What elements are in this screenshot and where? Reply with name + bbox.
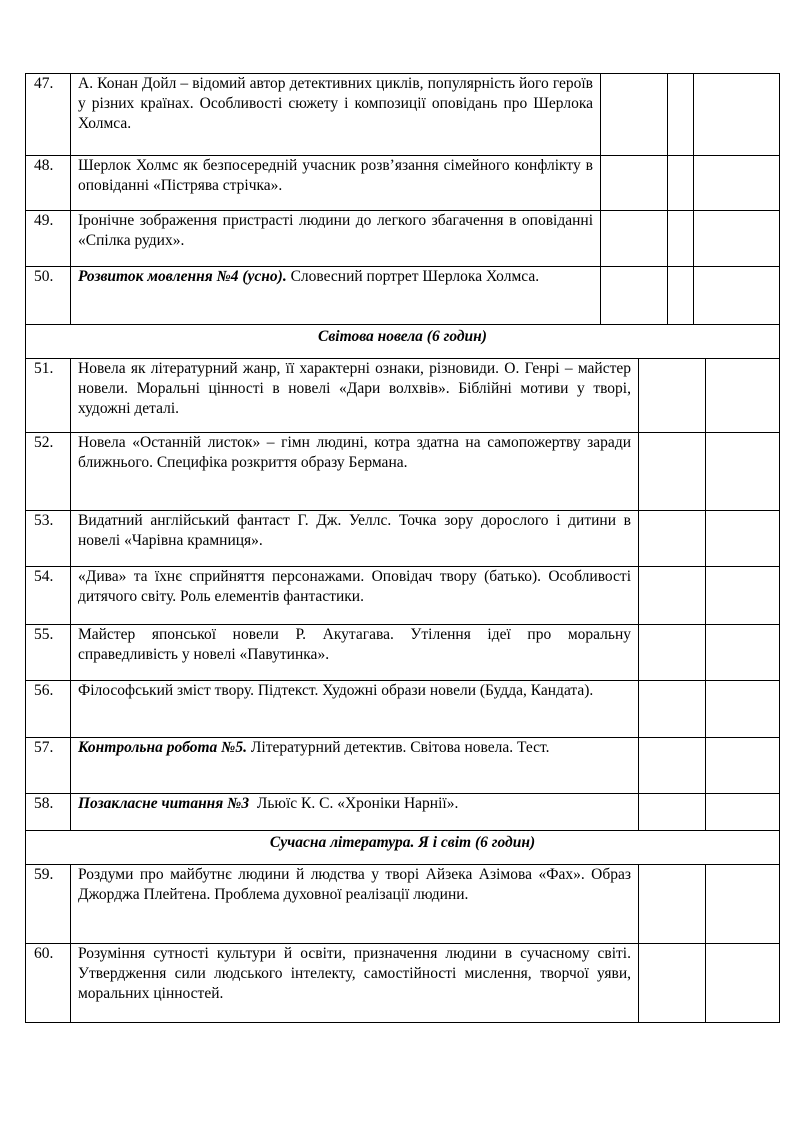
row-number: 58. (26, 794, 71, 831)
table-row (26, 267, 780, 325)
date-cell (601, 211, 694, 267)
date-cell (639, 625, 780, 681)
lesson-topic-text: Новела «Останній листок» – гімн людині, котра здатна на самопожертву заради ближнього. Специфіка розкриття образу Бермана. (78, 434, 631, 471)
lesson-topic-text: Філософський зміст твору. Підтекст. Художні образи новели (Будда, Кандата). (78, 682, 594, 699)
note-cell (694, 74, 780, 156)
lesson-plan-table (25, 73, 780, 1023)
lesson-topic-text: Льюїс К. С. «Хроніки Нарнії». (249, 795, 459, 812)
row-number: 53. (26, 511, 71, 567)
section-title: Сучасна література. Я і світ (6 годин) (26, 831, 780, 865)
table-row (26, 156, 780, 211)
lesson-topic (71, 156, 601, 211)
lesson-topic (71, 794, 639, 831)
table-row (26, 567, 780, 625)
table-row (26, 681, 780, 738)
lesson-topic-bold: Контрольна робота №5. (78, 739, 247, 756)
row-number: 56. (26, 681, 71, 738)
section-header-row (26, 325, 780, 359)
lesson-topic-text: Шерлок Холмс як безпосередній учасник розв’язання сімейного конфлікту в оповіданні «Пістрява стрічка». (78, 157, 593, 194)
lesson-topic-text: «Дива» та їхнє сприйняття персонажами. Оповідач твору (батько). Особливості дитячого світу. Роль елементів фантастики. (78, 568, 631, 605)
lesson-topic (71, 865, 639, 944)
lesson-topic (71, 433, 639, 511)
lesson-topic-text: Роздуми про майбутнє людини й людства у творі Айзека Азімова «Фах». Образ Джорджа Плейтена. Проблема духовної реалізації людини. (78, 866, 631, 903)
lesson-topic-bold: Розвиток мовлення №4 (усно). (78, 268, 287, 285)
note-cell (694, 156, 780, 211)
note-cell (694, 211, 780, 267)
section-title: Світова новела (6 годин) (26, 325, 780, 359)
table-row (26, 74, 780, 156)
date-cell (639, 794, 780, 831)
lesson-topic-text: А. Конан Дойл – відомий автор детективних циклів, популярність його героїв у різних країнах. Особливості сюжету і композиції оповідань про Шерлока Холмса. (78, 75, 593, 132)
row-number: 51. (26, 359, 71, 433)
row-number: 60. (26, 944, 71, 1023)
table-row (26, 738, 780, 794)
row-number: 49. (26, 211, 71, 267)
lesson-topic-text: Майстер японської новели Р. Акутагава. Утілення ідеї про моральну справедливість у новелі «Павутинка». (78, 626, 631, 663)
date-cell (601, 156, 694, 211)
date-cell (639, 681, 780, 738)
lesson-topic (71, 944, 639, 1023)
table-row (26, 625, 780, 681)
lesson-topic-text: Літературний детектив. Світова новела. Тест. (247, 739, 550, 756)
row-number: 47. (26, 74, 71, 156)
date-cell (639, 865, 780, 944)
date-cell (601, 74, 694, 156)
lesson-topic-text: Розуміння сутності культури й освіти, призначення людини в сучасному світі. Утвердження сили людського інтелекту, самостійності мислення, творчої уяви, моральних цінностей. (78, 945, 631, 1002)
row-number: 57. (26, 738, 71, 794)
date-cell (639, 944, 780, 1023)
table-row (26, 865, 780, 944)
lesson-topic-bold: Позакласне читання №3 (78, 795, 250, 812)
note-cell (694, 267, 780, 325)
lesson-plan-page (25, 73, 779, 1023)
lesson-topic (71, 267, 601, 325)
date-cell (639, 433, 780, 511)
row-number: 59. (26, 865, 71, 944)
row-number: 55. (26, 625, 71, 681)
table-row (26, 511, 780, 567)
lesson-topic (71, 211, 601, 267)
date-cell (601, 267, 694, 325)
row-number: 48. (26, 156, 71, 211)
lesson-topic-text: Видатний англійський фантаст Г. Дж. Уеллс. Точка зору дорослого і дитини в новелі «Чарівна крамниця». (78, 512, 631, 549)
lesson-topic (71, 738, 639, 794)
lesson-topic-text: Словесний портрет Шерлока Холмса. (286, 268, 540, 285)
lesson-topic (71, 681, 639, 738)
table-row (26, 211, 780, 267)
lesson-topic (71, 359, 639, 433)
date-cell (639, 567, 780, 625)
lesson-topic (71, 567, 639, 625)
lesson-topic (71, 511, 639, 567)
date-cell (639, 359, 780, 433)
lesson-topic-text: Новела як літературний жанр, її характерні ознаки, різновиди. О. Генрі – майстер новели. Моральні цінності в новелі «Дари волхвів». Біблійні мотиви у творі, художні деталі. (78, 360, 631, 417)
row-number: 54. (26, 567, 71, 625)
row-number: 50. (26, 267, 71, 325)
section-header-row (26, 831, 780, 865)
table-row (26, 794, 780, 831)
row-number: 52. (26, 433, 71, 511)
table-row (26, 944, 780, 1023)
lesson-topic (71, 74, 601, 156)
date-cell (639, 738, 780, 794)
lesson-topic (71, 625, 639, 681)
table-row (26, 433, 780, 511)
lesson-topic-text: Іронічне зображення пристрасті людини до легкого збагачення в оповіданні «Спілка рудих». (78, 212, 593, 249)
table-row (26, 359, 780, 433)
date-cell (639, 511, 780, 567)
